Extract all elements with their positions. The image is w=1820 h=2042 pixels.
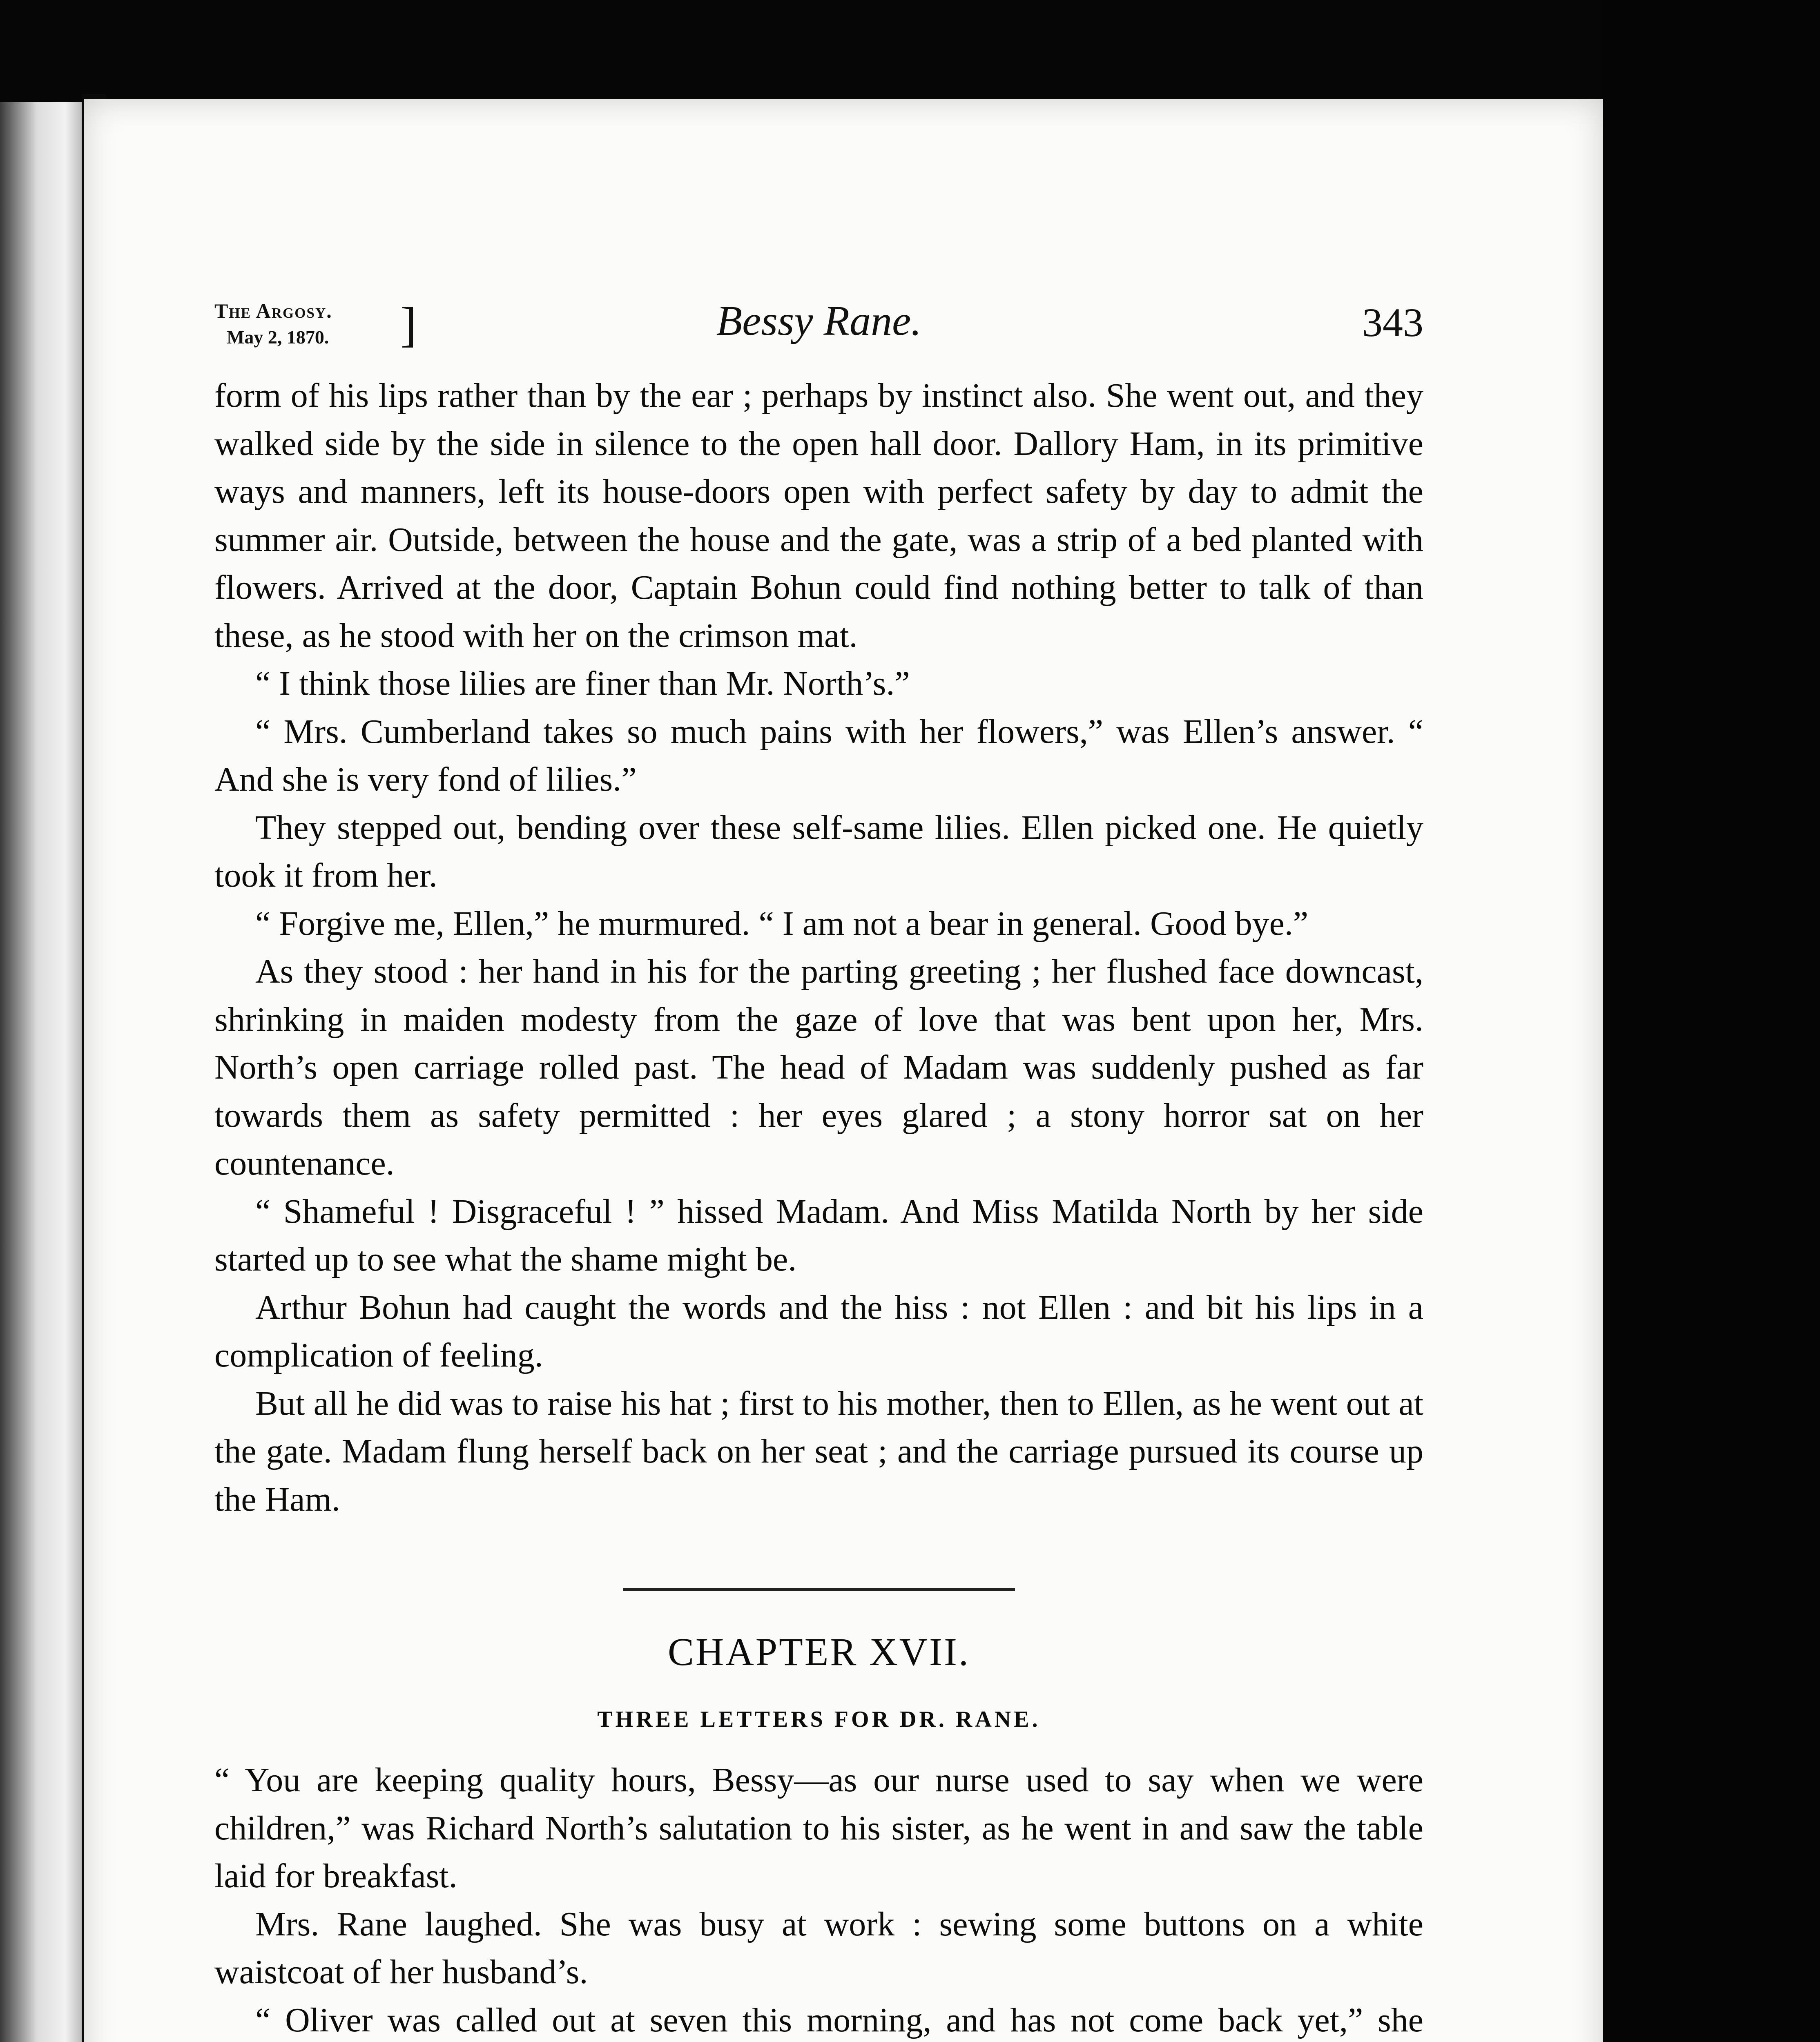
paragraph: But all he did was to raise his hat ; first to his mother, then to Ellen, as he went out at the gate. Madam flung herself back on her seat ; and the carriage pursued its course up the Ham. [214, 1384, 1423, 1518]
right-background [1603, 0, 1820, 2042]
paragraph: Arthur Bohun had caught the words and the hiss : not Ellen : and bit his lips in a complication of feeling. [214, 1288, 1423, 1374]
paragraph: As they stood : her hand in his for the parting greeting ; her flushed face downcast, shrinking in maiden modesty from the gaze of love that was bent upon her, Mrs. North’s open carriage rolled past. The head of Madam was suddenly pushed as far towards them as safety permitted : her eyes glared ; a stony horror sat on her countenance. [214, 952, 1423, 1182]
paragraph: Mrs. Rane laughed. She was busy at work : sewing some buttons on a white waistcoat of her husband’s. [214, 1905, 1423, 1991]
section-divider [214, 1523, 1423, 1617]
running-title: Bessy Rane. [716, 297, 922, 344]
paragraph: “ I think those lilies are finer than Mr. North’s.” [255, 664, 910, 702]
paragraph: “ You are keeping quality hours, Bessy—as our nurse used to say when we were children,” was Richard North’s salutation to his sister, as he went in and saw the table laid for breakfast. [214, 1761, 1423, 1895]
running-header [214, 294, 1423, 368]
divider-rule [623, 1588, 1015, 1591]
paragraph: They stepped out, bending over these self-same lilies. Ellen picked one. He quietly took it from her. [214, 808, 1423, 894]
previous-page-edge [0, 102, 82, 2042]
page-number: 343 [1362, 300, 1423, 345]
paragraph: “ Mrs. Cumberland takes so much pains with her flowers,” was Ellen’s answer. “ And she is very fond of lilies.” [214, 712, 1423, 798]
page-body [214, 372, 1423, 2042]
paragraph: “ Forgive me, Ellen,” he murmured. “ I am not a bear in general. Good bye.” [255, 904, 1309, 943]
issue-date: May 2, 1870. [227, 327, 329, 348]
paragraph: form of his lips rather than by the ear ; perhaps by instinct also. She went out, and they walked side by the side in silence to the open hall door. Dallory Ham, in its primitive ways and manners, left its house-doors open with perfect safety by day to admit the summer air. Outside, between the house and the gate, was a strip of a bed planted with flowers. Arrived at the door, Captain Bohun could find nothing better to talk of than these, as he stood with her on the crimson mat. [214, 377, 1423, 655]
paragraph: “ Shameful ! Disgraceful ! ” hissed Madam. And Miss Matilda North by her side started up to see what the shame might be. [214, 1192, 1423, 1278]
header-bracket: ] [400, 297, 417, 352]
chapter-subheading: THREE LETTERS FOR DR. RANE. [597, 1707, 1041, 1732]
chapter-heading: CHAPTER XVII. [668, 1630, 970, 1674]
paragraph: “ Oliver was called out at seven this morning, and has not come back yet,” she [255, 2001, 1423, 2039]
journal-name: The Argosy. [214, 299, 332, 322]
